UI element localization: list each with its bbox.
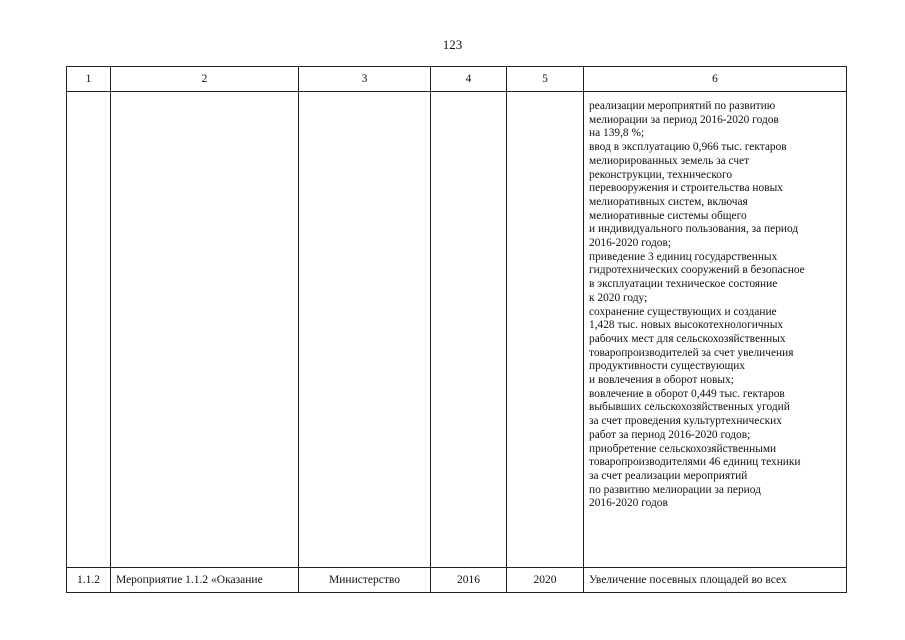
page-number: 123 (442, 37, 463, 52)
continued-cell-5 (507, 92, 584, 568)
program-table (66, 66, 847, 593)
header-col-5: 5 (507, 67, 584, 92)
table-header-row (67, 67, 847, 92)
header-col-1: 1 (67, 67, 111, 92)
start-year: 2016 (431, 568, 507, 593)
row-number: 1.1.2 (67, 568, 111, 593)
continued-cell-2 (111, 92, 299, 568)
table-row (67, 568, 847, 593)
expected-results-text: реализации мероприятий по развитию мелиорации за период 2016-2020 годов на 139,8 %; ввод в эксплуатацию 0,966 тыс. гектаров мелиорированных земель за счет реконструкции, технического перевооружения и строительства новых мелиоративных систем, включая мелиоративные системы общего и индивидуального пользования, за период 2016-2020 годов; приведение 3 единиц государственных гидротехнических сооружений в безопасное в эксплуатации техническое состояние к 2020 году; сохранение существующих и создание 1,428 тыс. новых высокотехнологичных рабочих мест для сельскохозяйственных товаропроизводителей за счет увеличения продуктивности существующих и вовлечения в оборот новых; вовлечение в оборот 0,449 тыс. гектаров выбывших сельскохозяйственных угодий за счет проведения культуртехнических работ за период 2016-2020 годов; приобретение сельскохозяйственными товаропроизводителями 46 единиц техники за счет реализации мероприятий по развитию мелиорации за период 2016-2020 годов (584, 92, 847, 568)
measure-name: Мероприятие 1.1.2 «Оказание (111, 568, 299, 593)
header-col-6: 6 (584, 67, 847, 92)
continued-cell-1 (67, 92, 111, 568)
continued-row (67, 92, 847, 568)
executor: Министерство (299, 568, 431, 593)
header-col-4: 4 (431, 67, 507, 92)
continued-cell-3 (299, 92, 431, 568)
continued-cell-4 (431, 92, 507, 568)
header-col-3: 3 (299, 67, 431, 92)
end-year: 2020 (507, 568, 584, 593)
header-col-2: 2 (111, 67, 299, 92)
expected-result: Увеличение посевных площадей во всех (584, 568, 847, 593)
